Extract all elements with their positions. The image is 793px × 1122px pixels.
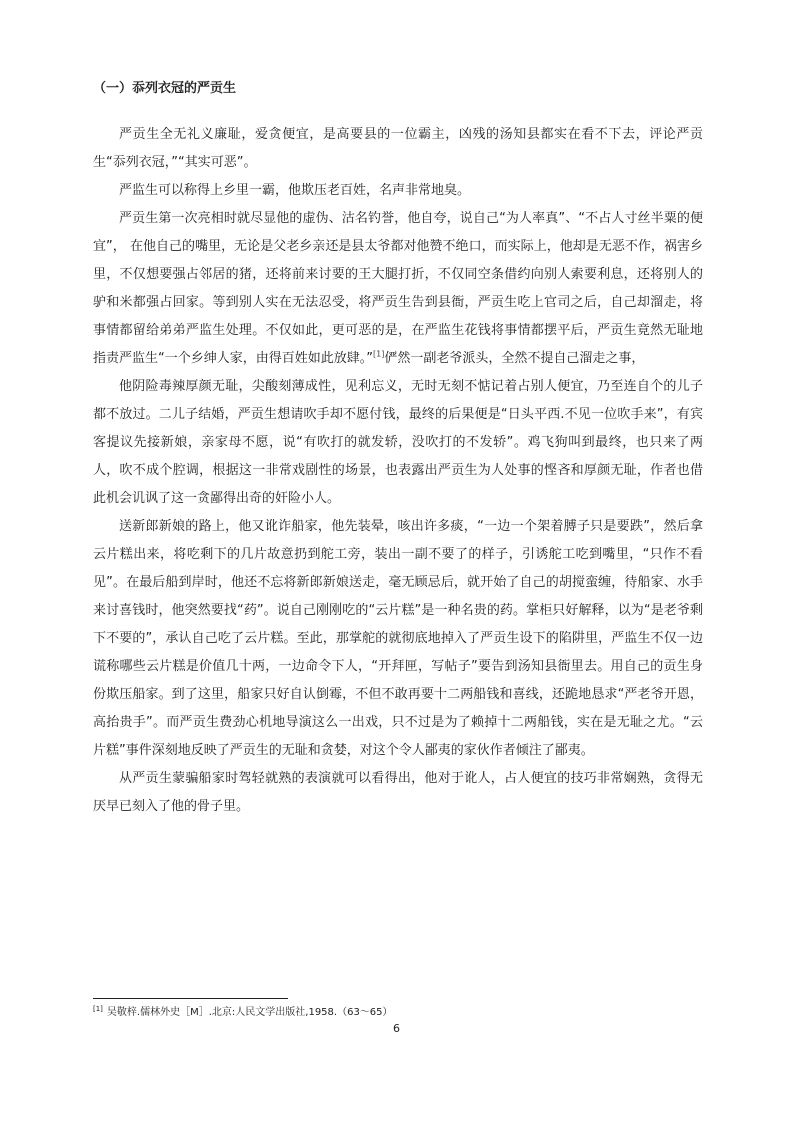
section-heading: （一）忝列衣冠的严贡生 — [93, 81, 237, 96]
paragraph-2: 严监生可以称得上乡里一霸，他欺压老百姓，名声非常地臭。 — [119, 183, 471, 198]
paragraph-3 — [93, 205, 703, 373]
paragraph-4: 他阴险毒辣厚颜无耻，尖酸刻薄成性，见利忘义，无时无刻不惦记着占别人便宜，乃至连自个的儿子都不放过。二儿子结婚，严贡生想请吹手却不愿付钱，最终的后果便是“日头平西.不见一位吹手来”，有宾客提议先接新娘，亲家母不愿，说“有吹打的就发轿，没吹打的不发轿”。鸡飞狗叫到最终，也只来了两人，吹不成个腔调，根据这一非常戏剧性的场景，也表露出严贡生为人处事的悭吝和厚颜无耻，作者也借此机会讥讽了这一贪鄙得出奇的奸险小人。 — [93, 379, 703, 506]
footnote-divider — [93, 998, 288, 999]
paragraph-1: 严贡生全无礼义廉耻，爱贪便宜，是高要县的一位霸主，凶残的汤知县都实在看不下去，评论严贡生“忝列衣冠，”“其实可恶”。 — [93, 127, 703, 170]
page-number: 6 — [393, 1022, 400, 1035]
paragraph-3-text: 严贡生第一次亮相时就尽显他的虚伪、沽名钓誉，他自夸，说自己“为人率真”、“不占人寸丝半粟的便宜”， 在他自己的嘴里，无论是父老乡亲还是县太爷都对他赞不绝口，而实际上，他却是无恶不作，祸害乡里，不仅想要强占邻居的猪，还将前来讨要的王大腿打折，不仅同空条借约向别人索要利息，还将别人的驴和米都强占回家。等到别人实在无法忍受，将严贡生告到县衙，严贡生吃上官司之后，自己却溜走，将事情都留给弟弟严监生处理。不仅如此，更可恶的是，在严监生花钱将事情都摆平后，严贡生竟然无耻地指责严监生“一个乡绅人家，由得百姓如此放肆。” — [93, 211, 703, 366]
paragraph-5: 送新郎新娘的路上，他又讹诈船家，他先装晕，咳出许多痰，“一边一个架着膊子只是要跌”，然后拿云片糕出来，将吃剩下的几片故意扔到舵工旁，装出一副不要了的样子，引诱舵工吃到嘴里，“只作不看见”。在最后船到岸时，他还不忘将新郎新娘送走，毫无顾忌后，就开始了自己的胡搅蛮缠，待船家、水手来讨喜钱时，他突然要找“药”。说自己刚刚吃的“云片糕”是一种名贵的药。掌柜只好解释，以为“是老爷剩下不要的”，承认自己吃了云片糕。至此，那掌舵的就彻底地掉入了严贡生设下的陷阱里，严监生不仅一边谎称哪些云片糕是价值几十两，一边命令下人，“开拜匣，写帖子”要告到汤知县衙里去。用自己的贡生身份欺压船家。到了这里，船家只好自认倒霉，不但不敢再要十二两船钱和喜线，还跪地恳求“严老爷开恩，高抬贵手”。而严贡生费劲心机地导演这么一出戏，只不过是为了赖掉十二两船钱，实在是无耻之尤。“云片糕”事件深刻地反映了严贡生的无耻和贪婪，对这个令人鄙夷的家伙作者倾注了鄙夷。 — [93, 519, 703, 758]
paragraph-3-continuation: 俨然一副老爷派头，全然不提自己溜走之事， — [384, 351, 645, 366]
footnote-mark: [1] — [93, 1004, 103, 1013]
body-text — [93, 121, 703, 821]
footnote-text: 吴敬梓.儒林外史［M］.北京:人民文学出版社,1958.（63～65） — [106, 1007, 393, 1018]
footnote — [93, 1006, 393, 1020]
footnote-reference[interactable]: [1] — [372, 349, 385, 359]
paragraph-6: 从严贡生蒙骗船家时驾轻就熟的表演就可以看得出，他对于讹人，占人便宜的技巧非常娴熟，贪得无厌早已刻入了他的骨子里。 — [93, 771, 703, 814]
